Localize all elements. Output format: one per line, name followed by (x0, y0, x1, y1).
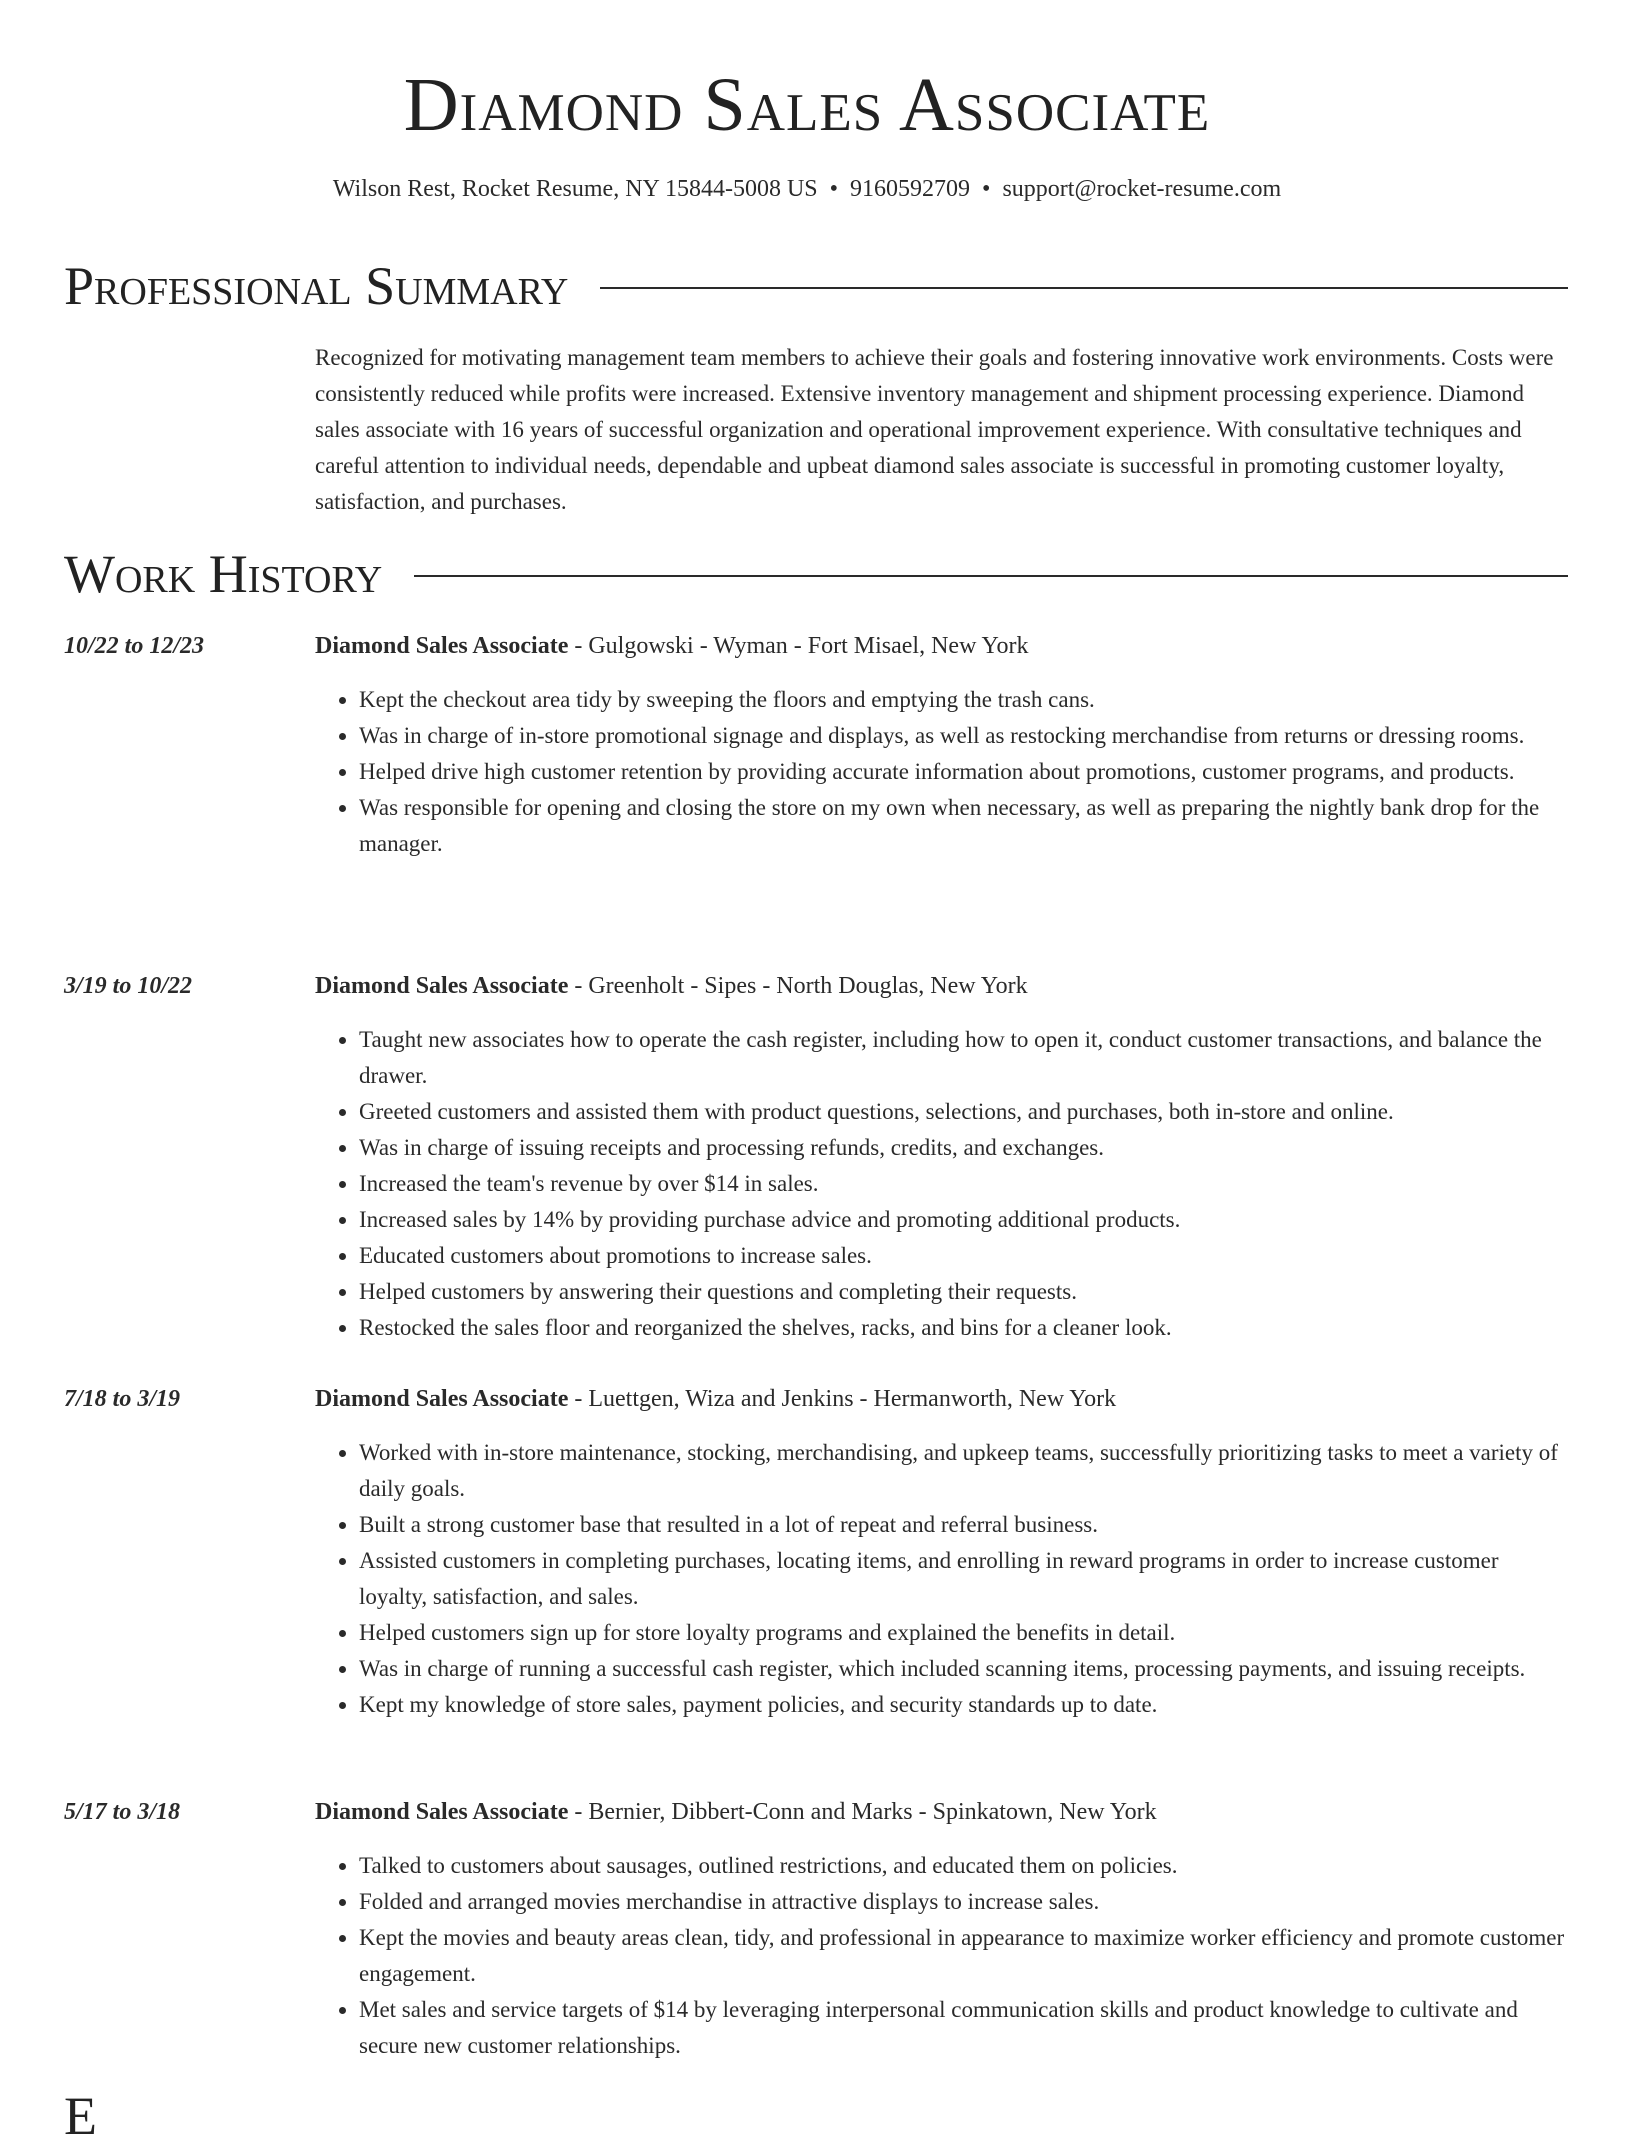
section-header-work-history (64, 544, 1568, 604)
job-employer-location: - Greenholt - Sipes - North Douglas, New York (568, 973, 1028, 999)
job-bullet-list (315, 1848, 1568, 2064)
job-bullet: • Was in charge of issuing receipts and processing refunds, credits, and exchanges. (359, 1130, 1568, 1166)
job-dates: 10/22 to 12/23 (64, 633, 205, 659)
job-bullet: • Was in charge of running a successful cash register, which included scanning items, processing payments, and issuing receipts. (359, 1651, 1568, 1687)
section-title-work-history: Work History (64, 544, 383, 604)
job-bullet-list (315, 682, 1568, 862)
job-bullet: • Educated customers about promotions to increase sales. (359, 1238, 1568, 1274)
contact-phone: 9160592709 (850, 176, 971, 202)
section-header-summary (64, 256, 1568, 316)
job-bullet-list (315, 1022, 1568, 1346)
job-title-line (315, 970, 1028, 1002)
job-bullet: • Restocked the sales floor and reorganized the shelves, racks, and bins for a cleaner look. (359, 1310, 1568, 1346)
job-title: Diamond Sales Associate (315, 633, 569, 659)
job-dates: 5/17 to 3/18 (64, 1799, 181, 1825)
job-dates: 3/19 to 10/22 (64, 973, 193, 999)
job-employer-location: - Bernier, Dibbert-Conn and Marks - Spinkatown, New York (568, 1799, 1157, 1825)
summary-paragraph: Recognized for motivating management team members to achieve their goals and fostering innovative work environments. Costs were consistently reduced while profits were increased. Extensive inventory management and shipment processing experience. Diamond sales associate with 16 years of successful organization and operational improvement experience. With consultative techniques and careful attention to individual needs, dependable and upbeat diamond sales associate is successful in promoting customer loyalty, satisfaction, and purchases. (315, 345, 1554, 514)
job-bullet: • Taught new associates how to operate the cash register, including how to open it, conduct customer transactions, and balance the drawer. (359, 1022, 1568, 1094)
job-bullet: • Kept the movies and beauty areas clean, tidy, and professional in appearance to maximize worker efficiency and promote customer engagement. (359, 1920, 1568, 1992)
job-title-line (315, 1383, 1116, 1415)
job-bullet: • Increased sales by 14% by providing purchase advice and promoting additional products. (359, 1202, 1568, 1238)
job-title-line (315, 1796, 1157, 1828)
job-title: Diamond Sales Associate (315, 1386, 569, 1412)
job-bullet: • Helped drive high customer retention by providing accurate information about promotions, customer programs, and products. (359, 754, 1568, 790)
job-bullet: • Helped customers sign up for store loyalty programs and explained the benefits in detail. (359, 1615, 1568, 1651)
next-section-title-partial: E (64, 2086, 97, 2146)
job-bullet: • Increased the team's revenue by over $14 in sales. (359, 1166, 1568, 1202)
job-title: Diamond Sales Associate (315, 1799, 569, 1825)
job-bullet: • Kept the checkout area tidy by sweeping the floors and emptying the trash cans. (359, 682, 1568, 718)
contact-separator: • (982, 176, 991, 202)
section-divider (600, 287, 1568, 289)
job-bullet: • Worked with in-store maintenance, stocking, merchandising, and upkeep teams, successfully prioritizing tasks to meet a variety of daily goals. (359, 1435, 1568, 1507)
job-bullet: • Assisted customers in completing purchases, locating items, and enrolling in reward programs in order to increase customer loyalty, satisfaction, and sales. (359, 1543, 1568, 1615)
job-bullet: • Talked to customers about sausages, outlined restrictions, and educated them on policies. (359, 1848, 1568, 1884)
job-bullet: • Met sales and service targets of $14 by leveraging interpersonal communication skills and product knowledge to cultivate and secure new customer relationships. (359, 1992, 1568, 2064)
job-title: Diamond Sales Associate (315, 973, 569, 999)
job-employer-location: - Gulgowski - Wyman - Fort Misael, New York (568, 633, 1029, 659)
resume-name-heading: Diamond Sales Associate (403, 63, 1211, 147)
job-bullet: • Was responsible for opening and closing the store on my own when necessary, as well as preparing the nightly bank drop for the manager. (359, 790, 1568, 862)
contact-address: Wilson Rest, Rocket Resume, NY 15844-5008 US (332, 176, 818, 202)
job-bullet: • Built a strong customer base that resulted in a lot of repeat and referral business. (359, 1507, 1568, 1543)
job-title-line (315, 630, 1028, 662)
job-employer-location: - Luettgen, Wiza and Jenkins - Hermanworth, New York (568, 1386, 1117, 1412)
section-divider (414, 575, 1568, 577)
job-bullet: • Helped customers by answering their questions and completing their requests. (359, 1274, 1568, 1310)
job-bullet: • Was in charge of in-store promotional signage and displays, as well as restocking merchandise from returns or dressing rooms. (359, 718, 1568, 754)
contact-email: support@rocket-resume.com (1002, 176, 1282, 202)
job-bullet: • Folded and arranged movies merchandise in attractive displays to increase sales. (359, 1884, 1568, 1920)
contact-separator: • (829, 176, 839, 202)
section-title-summary: Professional Summary (64, 256, 569, 316)
job-bullet: • Greeted customers and assisted them with product questions, selections, and purchases, both in-store and online. (359, 1094, 1568, 1130)
job-bullet-list (315, 1435, 1568, 1723)
contact-line (0, 174, 1614, 204)
job-bullet: • Kept my knowledge of store sales, payment policies, and security standards up to date. (359, 1687, 1568, 1723)
job-dates: 7/18 to 3/19 (64, 1386, 181, 1412)
